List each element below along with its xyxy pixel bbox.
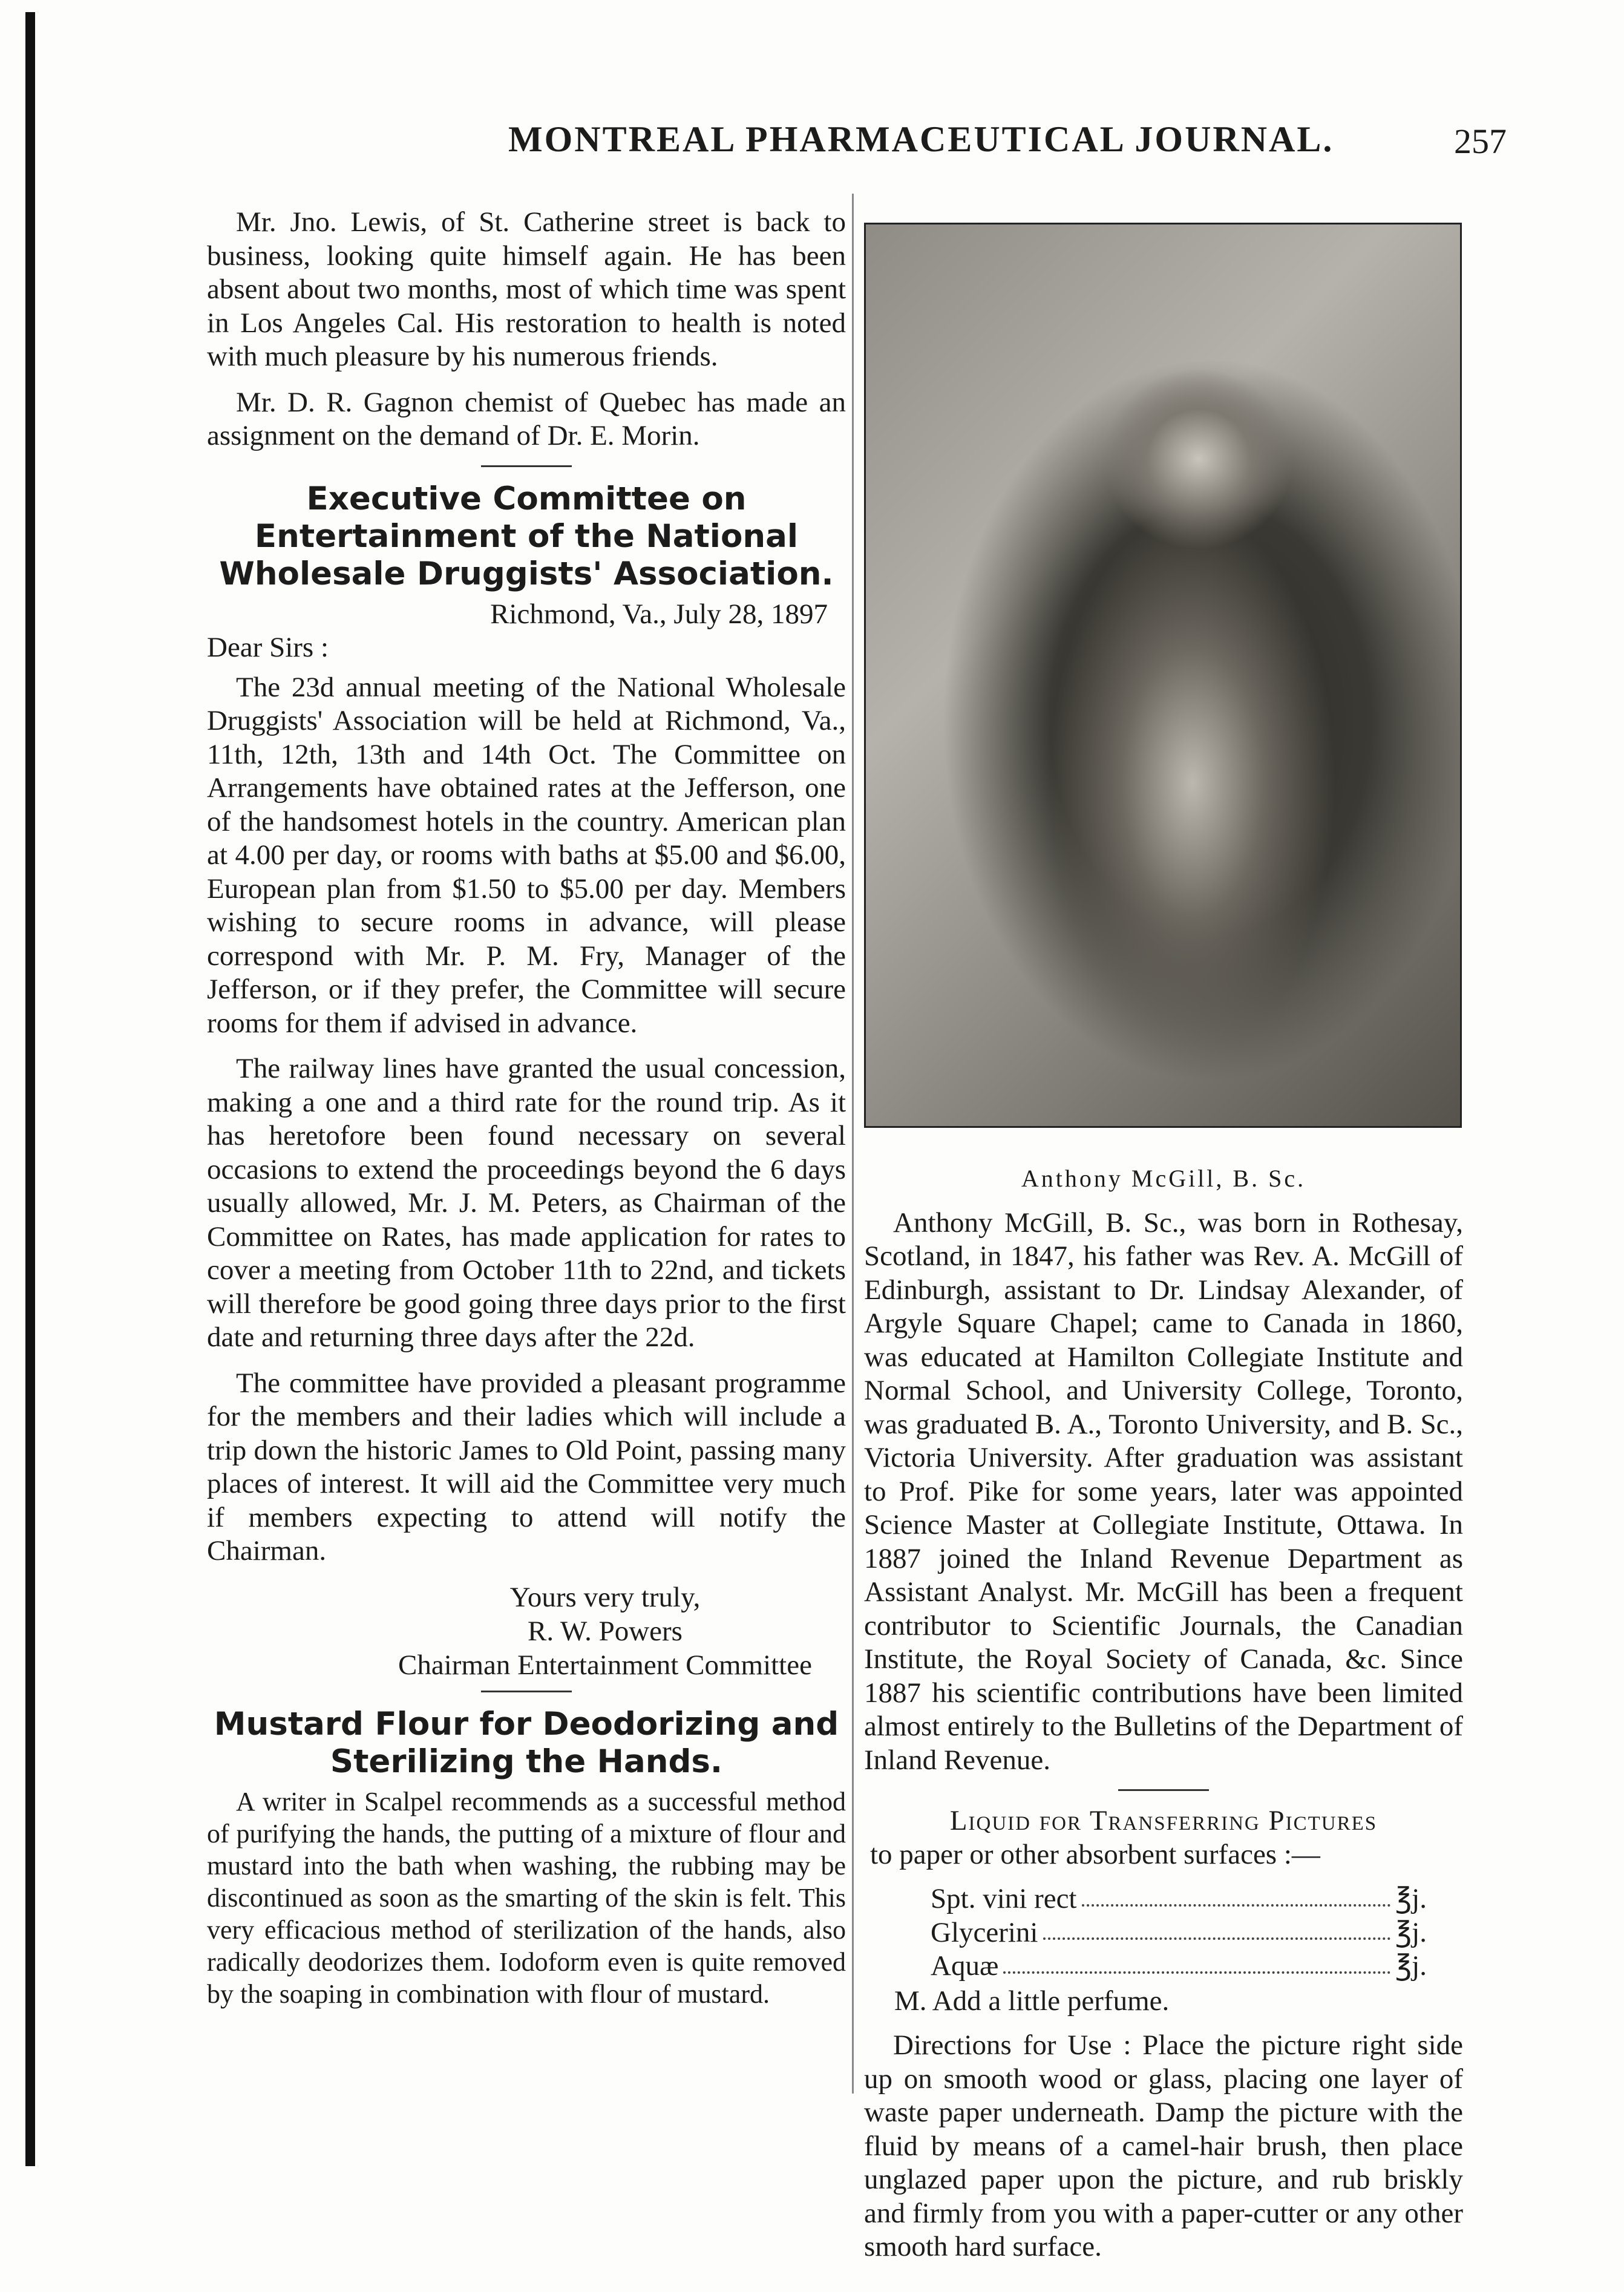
- ingredient-name: Spt. vini rect: [931, 1883, 1077, 1914]
- portrait-caption: Anthony McGill, B. Sc.: [1021, 1165, 1306, 1192]
- leader-dots: [1003, 1950, 1390, 1974]
- ingredient-qty: ℥j.: [1395, 1950, 1427, 1982]
- gagnon-notice: Mr. D. R. Gagnon chemist of Quebec has made an assignment on the demand of Dr. E. Morin.: [207, 386, 846, 451]
- column-divider: [852, 194, 854, 2094]
- recipe-list: [864, 1882, 1463, 1983]
- portrait-photo: [864, 223, 1462, 1128]
- closing-line: Yours very truly,: [509, 1581, 701, 1613]
- leader-dots: [1043, 1916, 1391, 1940]
- recipe-instruction: M. Add a little perfume.: [894, 1985, 1170, 2017]
- ingredient-name: Aquæ: [931, 1950, 999, 1982]
- recipe-item: [931, 1916, 1427, 1950]
- right-column: [864, 206, 1463, 2276]
- letter-paragraph-3: The committee have provided a pleasant programme for the members and their ladies which will include a trip down the historic James to Old Point, passing many places of interest. It will aid the Committee very much if members expecting to attend will notify the Chairman.: [207, 1367, 846, 1567]
- dateline: Richmond, Va., July 28, 1897: [490, 598, 828, 630]
- lewis-notice: Mr. Jno. Lewis, of St. Catherine street is back to business, looking quite himself again. He has been absent about two months, most of which time was spent in Los Angeles Cal. His restoration to health is noted with much pleasure by his numerous friends.: [207, 206, 846, 372]
- recipe-title: Liquid for Transferring Pictures: [949, 1805, 1378, 1836]
- recipe-item: [931, 1950, 1427, 1983]
- ingredient-qty: ℥j.: [1395, 1916, 1427, 1948]
- committee-title: Executive Committee on Entertainment of the National Wholesale Druggists' Association.: [219, 480, 834, 592]
- section-divider: [481, 465, 572, 467]
- page-number: 257: [1454, 122, 1507, 161]
- mustard-title: Mustard Flour for Deodorizing and Sterilizing the Hands.: [214, 1705, 839, 1780]
- salutation: Dear Sirs :: [207, 632, 329, 663]
- leader-dots: [1082, 1882, 1391, 1907]
- letter-closing: [207, 1580, 846, 1682]
- ingredient-name: Glycerini: [931, 1916, 1038, 1948]
- letter-paragraph-1: The 23d annual meeting of the National Wholesale Druggists' Association will be held at Richmond, Va., 11th, 12th, 13th and 14th Oct. The Committee on Arrangements have obtained rates at the Jefferson, one of the handsomest hotels in the country. American plan at 4.00 per day, or rooms with baths at $5.00 and $6.00, European plan from $1.50 to $5.00 per day. Members wishing to secure rooms in advance, will please correspond with Mr. P. M. Fry, Manager of the Jefferson, or if they prefer, the Committee will secure rooms for them if advised in advance.: [207, 671, 846, 1039]
- recipe-directions: Directions for Use : Place the picture right side up on smooth wood or glass, placing one layer of waste paper underneath. Damp the picture with the fluid by means of a camel-hair brush, then place unglazed paper upon the picture, and rub briskly and firmly from you with a paper-cutter or any other smooth hard surface.: [864, 2029, 1463, 2262]
- mcgill-biography: Anthony McGill, B. Sc., was born in Rothesay, Scotland, in 1847, his father was Rev. A. McGill of Edinburgh, assistant to Dr. Lindsay Alexander, of Argyle Square Chapel; came to Canada in 1860, was educated at Hamilton Collegiate Institute and Normal School, and University College, Toronto, was graduated B. A., Toronto University, and B. Sc., Victoria University. After graduation was assistant to Prof. Pike for some years, later was appointed Science Master at Collegiate Institute, Ottawa. In 1887 joined the Inland Revenue Department as Assistant Analyst. Mr. McGill has been a frequent contributor to Scientific Journals, the Canadian Institute, the Royal Society of Canada, &c. Since 1887 his scientific contributions have been limited almost entirely to the Bulletins of the Department of Inland Revenue.: [864, 1207, 1463, 1776]
- closing-title: Chairman Entertainment Committee: [398, 1649, 812, 1681]
- mustard-article: [207, 1786, 846, 2010]
- recipe-subtitle: to paper or other absorbent surfaces :—: [870, 1838, 1320, 1870]
- ingredient-qty: ℥j.: [1395, 1883, 1427, 1914]
- recipe-item: [931, 1882, 1427, 1916]
- closing-signature: R. W. Powers: [528, 1615, 683, 1647]
- letter-paragraph-2: The railway lines have granted the usual concession, making a one and a third rate for the round trip. As it has heretofore been found necessary on several occasions to extend the proceedings beyond the 6 days usually allowed, Mr. J. M. Peters, as Chairman of the Committee on Rates, has made application for rates to cover a meeting from October 11th to 22nd, and tickets will therefore be good going three days prior to the first date and returning three days after the 22d.: [207, 1053, 846, 1353]
- section-divider: [481, 1691, 572, 1692]
- page-header: [200, 119, 1519, 167]
- mustard-paragraph: A writer in Scalpel recommends as a successful method of purifying the hands, the putting of a mixture of flour and mustard into the bath when washing, the rubbing may be discontinued as soon as the smarting of the skin is felt. This very efficacious method of sterilization of the hands, also radically deodorizes them. Iodoform even is quite removed by the soaping in combination with flour of mustard.: [207, 1786, 846, 2009]
- running-head: MONTREAL PHARMACEUTICAL JOURNAL.: [508, 119, 1334, 159]
- section-divider: [1118, 1789, 1209, 1791]
- scan-edge-bar: [25, 12, 35, 2166]
- left-column: [207, 206, 846, 2022]
